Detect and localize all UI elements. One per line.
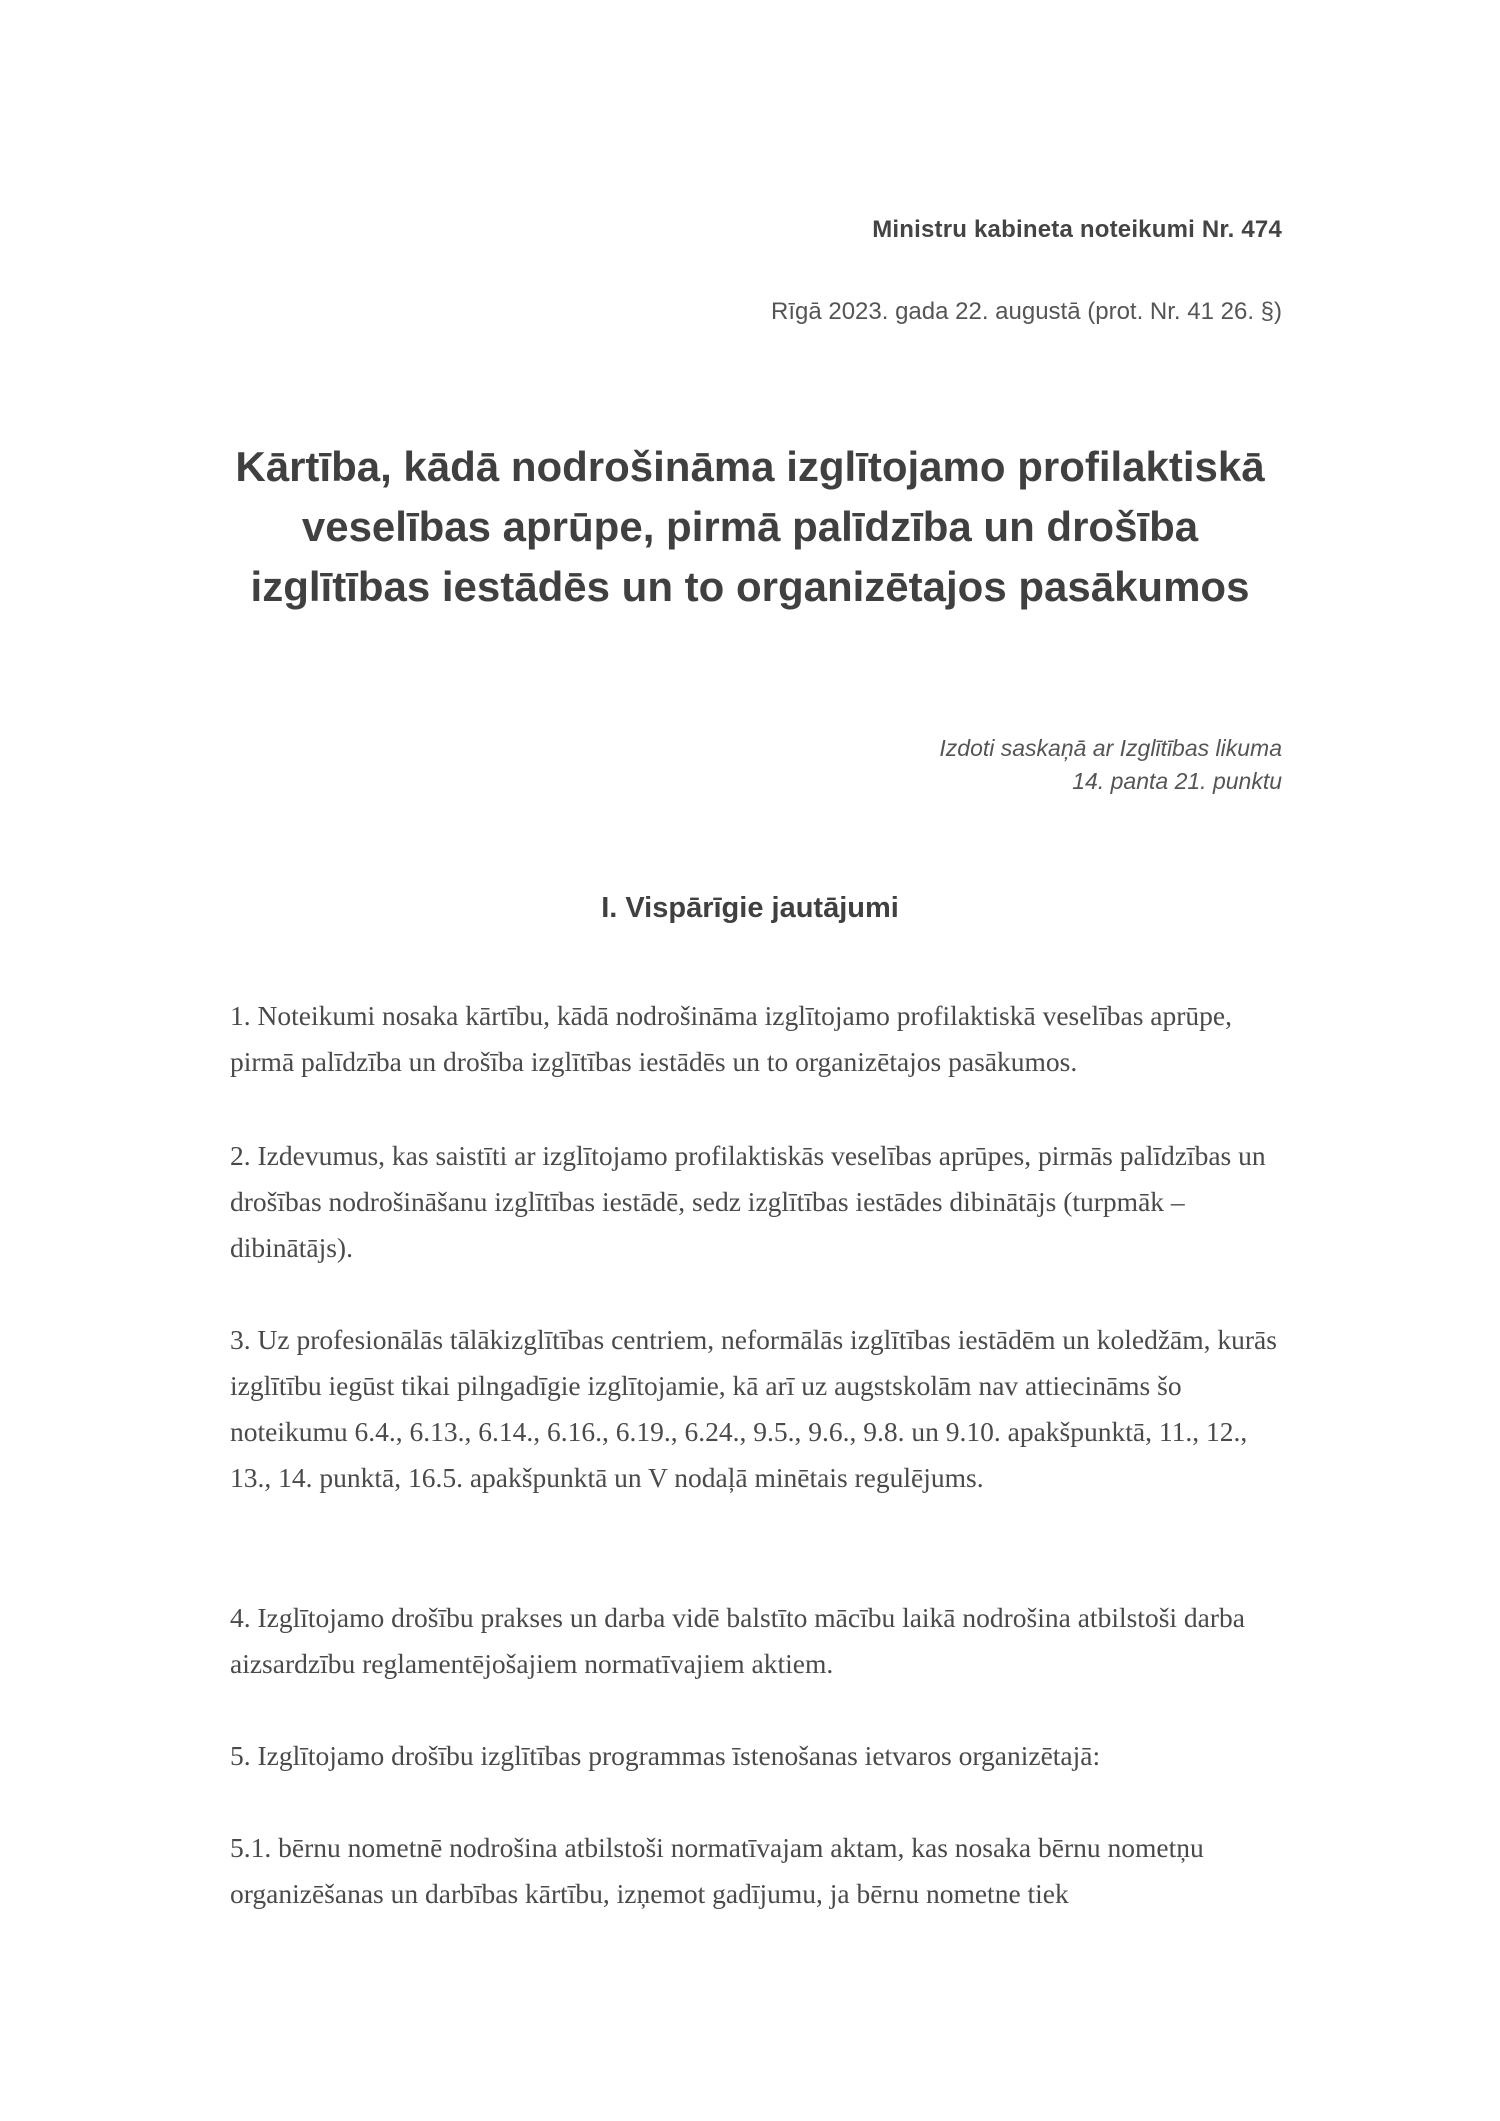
paragraph-1: 1. Noteikumi nosaka kārtību, kādā nodrošināma izglītojamo profilaktiskā veselības aprūpe, pirmā palīdzība un drošība izglītības iestādēs un to organizētajos pasākumos. xyxy=(230,1000,1232,1077)
paragraph-5: 5. Izglītojamo drošību izglītības programmas īstenošanas ietvaros organizētajā: xyxy=(230,1740,1101,1771)
section-heading: I. Vispārīgie jautājumi xyxy=(601,892,899,924)
issue-place-date: Rīgā 2023. gada 22. augustā (prot. Nr. 41 26. §) xyxy=(770,298,1282,325)
legal-basis-line-2: 14. panta 21. punktu xyxy=(1072,768,1282,794)
paragraph-4: 4. Izglītojamo drošību prakses un darba vidē balstīto mācību laikā nodrošina atbilstoši darba aizsardzību reglamentējošajiem normatīvajiem aktiem. xyxy=(230,1602,1245,1679)
paragraph-5-1: 5.1. bērnu nometnē nodrošina atbilstoši normatīvajam aktam, kas nosaka bērnu nometņu organizēšanas un darbības kārtību, izņemot gadījumu, ja bērnu nometne tiek xyxy=(230,1832,1204,1909)
legal-basis xyxy=(939,732,1282,798)
document-title: Kārtība, kādā nodrošināma izglītojamo profilaktiskā veselības aprūpe, pirmā palīdzība un drošība izglītības iestādēs un to organizētajos pasākumos xyxy=(235,443,1265,610)
paragraph-2: 2. Izdevumus, kas saistīti ar izglītojamo profilaktiskās veselības aprūpes, pirmās palīdzības un drošības nodrošināšanu izglītības iestādē, sedz izglītības iestādes dibinātājs (turpmāk – dibinātājs). xyxy=(230,1140,1266,1263)
legal-basis-line-1: Izdoti saskaņā ar Izglītības likuma xyxy=(939,735,1282,761)
regulation-number: Ministru kabineta noteikumi Nr. 474 xyxy=(872,216,1282,243)
paragraph-3: 3. Uz profesionālās tālākizglītības centriem, neformālās izglītības iestādēm un koledžām, kurās izglītību iegūst tikai pilngadīgie izglītojamie, kā arī uz augstskolām nav attiecināms šo noteikumu 6.4., 6.13., 6.14., 6.16., 6.19., 6.24., 9.5., 9.6., 9.8. un 9.10. apakšpunktā, 11., 12., 13., 14. punktā, 16.5. apakšpunktā un V nodaļā minētais regulējums. xyxy=(230,1324,1277,1493)
